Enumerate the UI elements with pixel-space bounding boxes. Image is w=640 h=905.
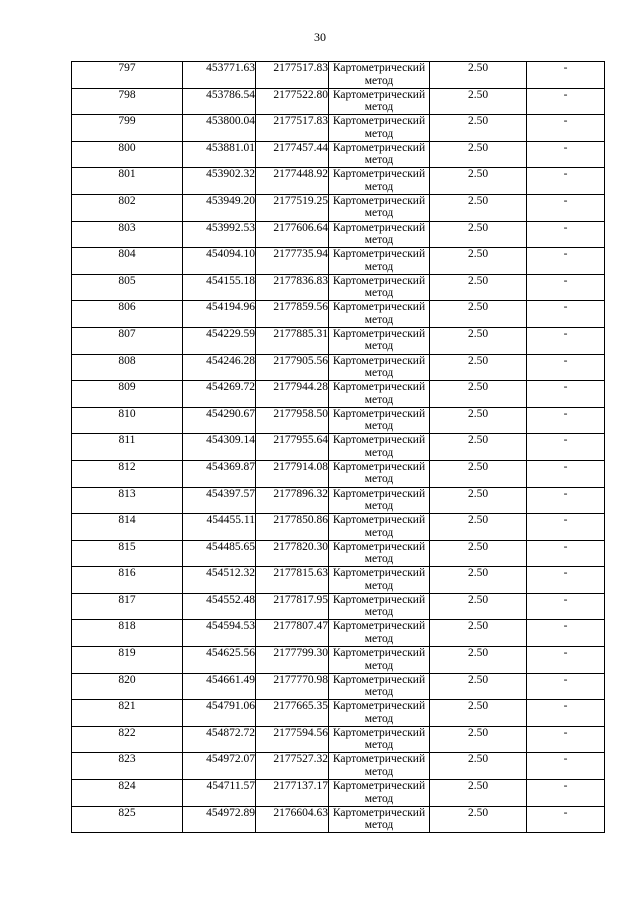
table-row (72, 301, 605, 328)
note-cell: - (527, 221, 605, 248)
x-coordinate-cell: 453786.54 (183, 88, 256, 115)
method-cell (329, 168, 430, 195)
x-coordinate-cell: 454872.72 (183, 726, 256, 753)
method-label-line1: Картометрический (332, 673, 426, 686)
error-cell: 2.50 (430, 540, 527, 567)
method-label-line2: метод (364, 712, 394, 725)
table-row (72, 381, 605, 408)
note-cell: - (527, 780, 605, 807)
point-number-cell: 812 (72, 460, 183, 487)
error-cell: 2.50 (430, 381, 527, 408)
point-number-cell: 822 (72, 726, 183, 753)
method-label-line2: метод (364, 127, 394, 140)
method-label-line1: Картометрический (332, 460, 426, 473)
y-coordinate-cell: 2177770.98 (256, 673, 329, 700)
method-cell (329, 700, 430, 727)
point-number-cell: 803 (72, 221, 183, 248)
method-label-line1: Картометрический (332, 647, 426, 660)
method-label-line2: метод (364, 313, 394, 326)
method-cell (329, 593, 430, 620)
method-cell (329, 194, 430, 221)
note-cell: - (527, 354, 605, 381)
method-label-line1: Картометрический (332, 514, 426, 527)
method-label-line2: метод (364, 579, 394, 592)
y-coordinate-cell: 2177527.32 (256, 753, 329, 780)
method-label-line1: Картометрический (332, 221, 426, 234)
table-row (72, 700, 605, 727)
method-label-line2: метод (364, 420, 394, 433)
error-cell: 2.50 (430, 301, 527, 328)
y-coordinate-cell: 2177817.95 (256, 593, 329, 620)
point-number-cell: 810 (72, 407, 183, 434)
table-row (72, 327, 605, 354)
error-cell: 2.50 (430, 647, 527, 674)
y-coordinate-cell: 2177594.56 (256, 726, 329, 753)
method-cell (329, 726, 430, 753)
method-label-line1: Картометрический (332, 62, 426, 74)
y-coordinate-cell: 2177665.35 (256, 700, 329, 727)
x-coordinate-cell: 454972.07 (183, 753, 256, 780)
x-coordinate-cell: 454094.10 (183, 248, 256, 275)
point-number-cell: 802 (72, 194, 183, 221)
method-label-line2: метод (364, 765, 394, 778)
method-label-line2: метод (364, 207, 394, 220)
note-cell: - (527, 274, 605, 301)
point-number-cell: 824 (72, 780, 183, 807)
point-number-cell: 818 (72, 620, 183, 647)
method-cell (329, 248, 430, 275)
method-label-line1: Картометрический (332, 88, 426, 101)
method-label-line2: метод (364, 792, 394, 805)
error-cell: 2.50 (430, 88, 527, 115)
method-label-line2: метод (364, 659, 394, 672)
method-cell (329, 460, 430, 487)
point-number-cell: 817 (72, 593, 183, 620)
y-coordinate-cell: 2176604.63 (256, 806, 329, 833)
method-cell (329, 381, 430, 408)
method-cell (329, 514, 430, 541)
point-number-cell: 813 (72, 487, 183, 514)
y-coordinate-cell: 2177457.44 (256, 141, 329, 168)
x-coordinate-cell: 454397.57 (183, 487, 256, 514)
page-number: 30 (314, 30, 326, 44)
table-row (72, 248, 605, 275)
method-label-line1: Картометрический (332, 487, 426, 500)
table-row (72, 115, 605, 142)
table-row (72, 514, 605, 541)
y-coordinate-cell: 2177859.56 (256, 301, 329, 328)
note-cell: - (527, 301, 605, 328)
method-label-line2: метод (364, 393, 394, 406)
error-cell: 2.50 (430, 514, 527, 541)
method-label-line1: Картометрический (332, 194, 426, 207)
table-row (72, 274, 605, 301)
method-label-line1: Картометрический (332, 274, 426, 287)
method-cell (329, 780, 430, 807)
method-cell (329, 354, 430, 381)
table-row (72, 141, 605, 168)
x-coordinate-cell: 454972.89 (183, 806, 256, 833)
method-label-line1: Картометрический (332, 540, 426, 553)
note-cell: - (527, 62, 605, 89)
y-coordinate-cell: 2177944.28 (256, 381, 329, 408)
table-row (72, 62, 605, 89)
x-coordinate-cell: 454512.32 (183, 567, 256, 594)
method-label-line1: Картометрический (332, 806, 426, 819)
point-number-cell: 823 (72, 753, 183, 780)
method-label-line2: метод (364, 154, 394, 167)
method-label-line2: метод (364, 526, 394, 539)
method-label-line1: Картометрический (332, 434, 426, 447)
note-cell: - (527, 514, 605, 541)
note-cell: - (527, 700, 605, 727)
error-cell: 2.50 (430, 221, 527, 248)
y-coordinate-cell: 2177850.86 (256, 514, 329, 541)
method-cell (329, 434, 430, 461)
y-coordinate-cell: 2177522.80 (256, 88, 329, 115)
table-row (72, 726, 605, 753)
point-number-cell: 816 (72, 567, 183, 594)
note-cell: - (527, 327, 605, 354)
error-cell: 2.50 (430, 115, 527, 142)
error-cell: 2.50 (430, 780, 527, 807)
method-label-line2: метод (364, 340, 394, 353)
method-cell (329, 620, 430, 647)
y-coordinate-cell: 2177896.32 (256, 487, 329, 514)
note-cell: - (527, 593, 605, 620)
error-cell: 2.50 (430, 248, 527, 275)
note-cell: - (527, 115, 605, 142)
note-cell: - (527, 487, 605, 514)
method-label-line2: метод (364, 606, 394, 619)
table-row (72, 753, 605, 780)
note-cell: - (527, 620, 605, 647)
method-label-line2: метод (364, 446, 394, 459)
method-label-line2: метод (364, 739, 394, 752)
table-row (72, 673, 605, 700)
error-cell: 2.50 (430, 354, 527, 381)
method-cell (329, 407, 430, 434)
method-label-line2: метод (364, 632, 394, 645)
method-label-line2: метод (364, 180, 394, 193)
method-label-line1: Картометрический (332, 407, 426, 420)
method-cell (329, 115, 430, 142)
error-cell: 2.50 (430, 434, 527, 461)
note-cell: - (527, 168, 605, 195)
x-coordinate-cell: 453949.20 (183, 194, 256, 221)
error-cell: 2.50 (430, 700, 527, 727)
x-coordinate-cell: 453800.04 (183, 115, 256, 142)
note-cell: - (527, 806, 605, 833)
method-cell (329, 327, 430, 354)
note-cell: - (527, 434, 605, 461)
method-cell (329, 487, 430, 514)
y-coordinate-cell: 2177517.83 (256, 62, 329, 89)
table-row (72, 487, 605, 514)
error-cell: 2.50 (430, 194, 527, 221)
table-row (72, 194, 605, 221)
table-row (72, 540, 605, 567)
method-label-line1: Картометрический (332, 567, 426, 580)
method-cell (329, 540, 430, 567)
table-row (72, 567, 605, 594)
x-coordinate-cell: 454485.65 (183, 540, 256, 567)
x-coordinate-cell: 454290.67 (183, 407, 256, 434)
y-coordinate-cell: 2177958.50 (256, 407, 329, 434)
method-label-line2: метод (364, 101, 394, 114)
point-number-cell: 804 (72, 248, 183, 275)
error-cell: 2.50 (430, 620, 527, 647)
method-label-line2: метод (364, 367, 394, 380)
point-number-cell: 821 (72, 700, 183, 727)
method-label-line1: Картометрический (332, 141, 426, 154)
method-label-line2: метод (364, 74, 394, 87)
x-coordinate-cell: 453992.53 (183, 221, 256, 248)
method-label-line1: Картометрический (332, 115, 426, 128)
note-cell: - (527, 407, 605, 434)
y-coordinate-cell: 2177807.47 (256, 620, 329, 647)
x-coordinate-cell: 454155.18 (183, 274, 256, 301)
error-cell: 2.50 (430, 407, 527, 434)
table-row (72, 593, 605, 620)
method-cell (329, 221, 430, 248)
x-coordinate-cell: 453771.63 (183, 62, 256, 89)
error-cell: 2.50 (430, 168, 527, 195)
point-number-cell: 825 (72, 806, 183, 833)
method-label-line2: метод (364, 819, 394, 832)
error-cell: 2.50 (430, 806, 527, 833)
method-cell (329, 567, 430, 594)
x-coordinate-cell: 454269.72 (183, 381, 256, 408)
x-coordinate-cell: 454711.57 (183, 780, 256, 807)
note-cell: - (527, 540, 605, 567)
point-number-cell: 808 (72, 354, 183, 381)
note-cell: - (527, 460, 605, 487)
y-coordinate-cell: 2177735.94 (256, 248, 329, 275)
error-cell: 2.50 (430, 726, 527, 753)
method-label-line1: Картометрический (332, 381, 426, 394)
method-label-line2: метод (364, 234, 394, 247)
x-coordinate-cell: 454552.48 (183, 593, 256, 620)
method-cell (329, 673, 430, 700)
note-cell: - (527, 88, 605, 115)
y-coordinate-cell: 2177955.64 (256, 434, 329, 461)
method-label-line1: Картометрический (332, 354, 426, 367)
table-row (72, 407, 605, 434)
point-number-cell: 820 (72, 673, 183, 700)
x-coordinate-cell: 454309.14 (183, 434, 256, 461)
table-row (72, 460, 605, 487)
method-label-line1: Картометрический (332, 301, 426, 314)
method-label-line2: метод (364, 287, 394, 300)
note-cell: - (527, 248, 605, 275)
method-label-line2: метод (364, 553, 394, 566)
y-coordinate-cell: 2177836.83 (256, 274, 329, 301)
table-row (72, 88, 605, 115)
error-cell: 2.50 (430, 487, 527, 514)
note-cell: - (527, 753, 605, 780)
x-coordinate-cell: 454791.06 (183, 700, 256, 727)
point-number-cell: 807 (72, 327, 183, 354)
method-label-line2: метод (364, 686, 394, 699)
y-coordinate-cell: 2177815.63 (256, 567, 329, 594)
note-cell: - (527, 567, 605, 594)
x-coordinate-cell: 454369.87 (183, 460, 256, 487)
error-cell: 2.50 (430, 753, 527, 780)
note-cell: - (527, 726, 605, 753)
point-number-cell: 811 (72, 434, 183, 461)
error-cell: 2.50 (430, 593, 527, 620)
error-cell: 2.50 (430, 274, 527, 301)
method-label-line1: Картометрический (332, 753, 426, 766)
method-label-line1: Картометрический (332, 248, 426, 261)
note-cell: - (527, 647, 605, 674)
method-label-line1: Картометрический (332, 168, 426, 181)
point-number-cell: 806 (72, 301, 183, 328)
x-coordinate-cell: 454455.11 (183, 514, 256, 541)
point-number-cell: 801 (72, 168, 183, 195)
point-number-cell: 800 (72, 141, 183, 168)
error-cell: 2.50 (430, 673, 527, 700)
error-cell: 2.50 (430, 141, 527, 168)
note-cell: - (527, 381, 605, 408)
method-label-line1: Картометрический (332, 726, 426, 739)
note-cell: - (527, 141, 605, 168)
y-coordinate-cell: 2177137.17 (256, 780, 329, 807)
point-number-cell: 798 (72, 88, 183, 115)
y-coordinate-cell: 2177517.83 (256, 115, 329, 142)
method-cell (329, 62, 430, 89)
y-coordinate-cell: 2177914.08 (256, 460, 329, 487)
method-cell (329, 274, 430, 301)
error-cell: 2.50 (430, 327, 527, 354)
point-number-cell: 797 (72, 62, 183, 89)
y-coordinate-cell: 2177885.31 (256, 327, 329, 354)
table-row (72, 647, 605, 674)
y-coordinate-cell: 2177905.56 (256, 354, 329, 381)
point-number-cell: 799 (72, 115, 183, 142)
note-cell: - (527, 673, 605, 700)
x-coordinate-cell: 453902.32 (183, 168, 256, 195)
table-row (72, 168, 605, 195)
method-label-line1: Картометрический (332, 620, 426, 633)
x-coordinate-cell: 454594.53 (183, 620, 256, 647)
error-cell: 2.50 (430, 62, 527, 89)
error-cell: 2.50 (430, 460, 527, 487)
y-coordinate-cell: 2177606.64 (256, 221, 329, 248)
error-cell: 2.50 (430, 567, 527, 594)
point-number-cell: 819 (72, 647, 183, 674)
x-coordinate-cell: 454661.49 (183, 673, 256, 700)
y-coordinate-cell: 2177448.92 (256, 168, 329, 195)
note-cell: - (527, 194, 605, 221)
method-cell (329, 301, 430, 328)
point-number-cell: 809 (72, 381, 183, 408)
point-number-cell: 805 (72, 274, 183, 301)
coordinates-table (71, 61, 605, 833)
table-row (72, 221, 605, 248)
method-label-line2: метод (364, 500, 394, 512)
table-row (72, 434, 605, 461)
table-row (72, 620, 605, 647)
x-coordinate-cell: 453881.01 (183, 141, 256, 168)
method-label-line2: метод (364, 260, 394, 273)
method-cell (329, 647, 430, 674)
method-cell (329, 806, 430, 833)
y-coordinate-cell: 2177820.30 (256, 540, 329, 567)
y-coordinate-cell: 2177519.25 (256, 194, 329, 221)
point-number-cell: 815 (72, 540, 183, 567)
point-number-cell: 814 (72, 514, 183, 541)
table-row (72, 780, 605, 807)
table-row (72, 354, 605, 381)
x-coordinate-cell: 454625.56 (183, 647, 256, 674)
method-label-line1: Картометрический (332, 593, 426, 606)
method-cell (329, 141, 430, 168)
method-label-line1: Картометрический (332, 700, 426, 713)
method-cell (329, 88, 430, 115)
table-row (72, 806, 605, 833)
method-label-line1: Картометрический (332, 327, 426, 340)
x-coordinate-cell: 454246.28 (183, 354, 256, 381)
method-label-line1: Картометрический (332, 780, 426, 793)
table-body (72, 62, 605, 833)
x-coordinate-cell: 454194.96 (183, 301, 256, 328)
method-cell (329, 753, 430, 780)
x-coordinate-cell: 454229.59 (183, 327, 256, 354)
method-label-line2: метод (364, 473, 394, 486)
y-coordinate-cell: 2177799.30 (256, 647, 329, 674)
